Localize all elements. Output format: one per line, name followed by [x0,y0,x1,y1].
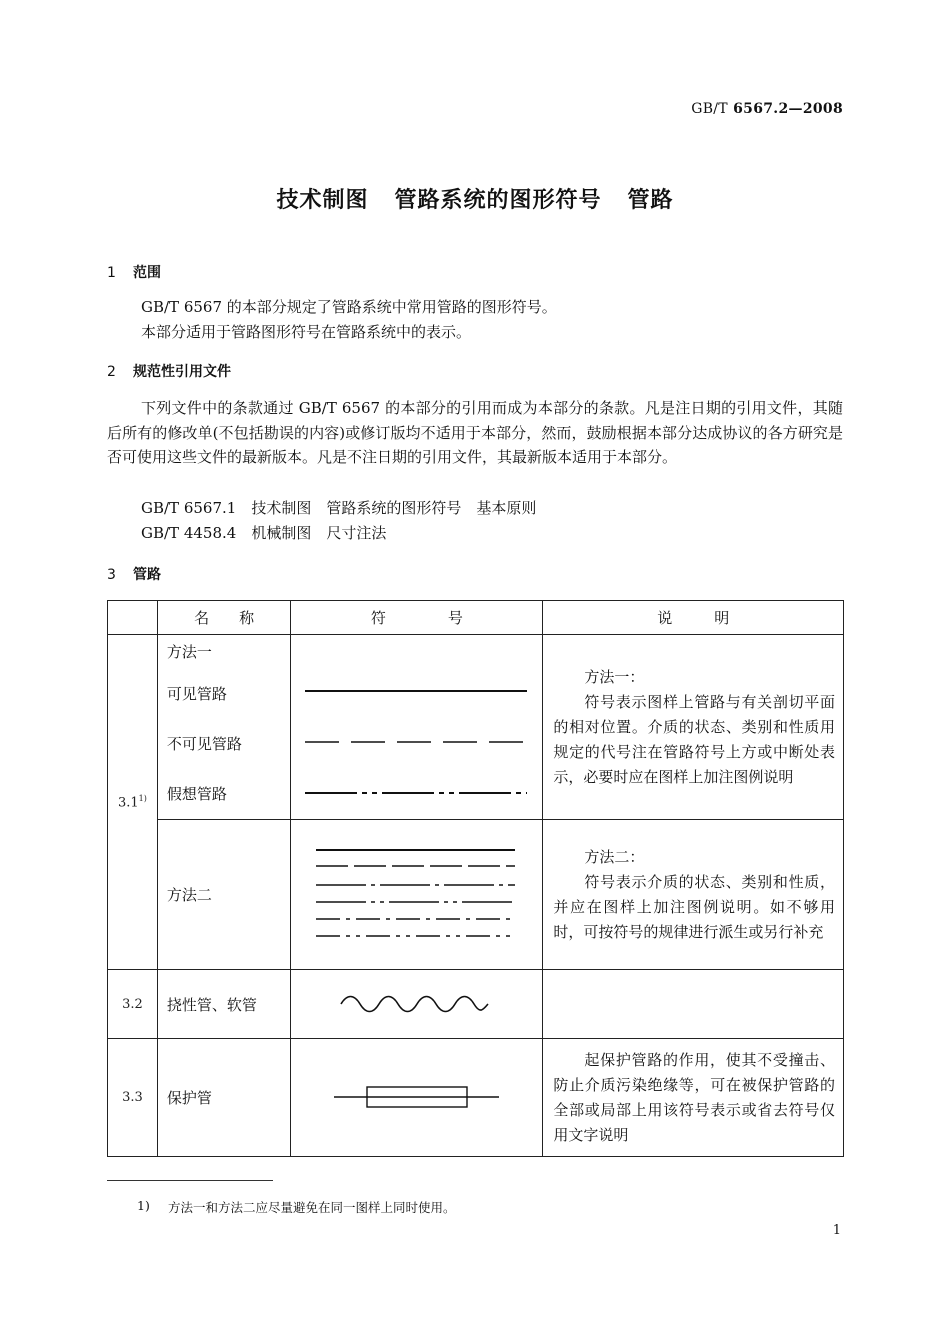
protective-pipe-symbol [291,1039,542,1156]
protective-pipe-description: 起保护管路的作用，使其不受撞击、防止介质污染绝缘等，可在被保护管路的全部或局部上用该符号表示或省去符号仅用文字说明 [543,1039,844,1157]
footnote-number: 1) [137,1198,150,1213]
table-row [108,820,844,970]
table-row [108,1039,844,1157]
method-2-label: 方法二 [157,820,291,970]
page-number: 1 [832,1223,841,1238]
invisible-pipe-label: 不可见管路 [166,735,242,753]
title-part-3: 管路 [627,188,674,213]
method-1-symbols [291,635,543,820]
section-3-number: 3 [107,567,116,583]
method-2-symbol-drawing [291,820,542,969]
flexible-pipe-symbol-cell [291,970,543,1039]
standard-number: 6567.2—2008 [733,101,843,117]
footnote-divider [107,1180,273,1181]
flexible-pipe-description [543,970,844,1039]
footnote-text: 方法一和方法二应尽量避免在同一图样上同时使用。 [168,1200,456,1215]
method-1-names [157,635,291,820]
table-row [108,970,844,1039]
flexible-pipe-label: 挠性管、软管 [157,970,291,1039]
header-description: 说明 [543,601,844,635]
method-2-symbols [291,820,543,970]
method-1-symbol-drawing [291,635,542,819]
section-2-title: 规范性引用文件 [133,364,231,380]
section-2-number: 2 [107,364,116,380]
standard-prefix: GB/T [691,101,728,117]
clause-3-3: 3.3 [108,1039,158,1157]
protective-pipe-label: 保护管 [157,1039,291,1157]
section-1-heading [107,262,161,282]
method-1-description: 方法一： 符号表示图样上管路与有关剖切平面的相对位置。介质的状态、类别和性质用规定的代号注在管路符号上方或中断处表示，必要时应在图样上加注图例说明 [543,635,844,820]
flexible-pipe-symbol [291,970,542,1038]
title-part-1: 技术制图 [276,188,369,213]
section-2-paragraph: 下列文件中的条款通过 GB/T 6567 的本部分的引用而成为本部分的条款。凡是注日期的引用文件，其随后所有的修改单(不包括勘误的内容)或修订版均不适用于本部分，然而，鼓励根据本部分达成协议的各方研究是否可使用这些文件的最新版本。凡是不注日期的引用文件，其最新版本适用于本部分。 [107,399,843,466]
visible-pipe-label: 可见管路 [166,685,227,703]
title-part-2: 管路系统的图形符号 [394,188,602,213]
method-1-label: 方法一 [166,643,212,661]
header-clause-cell [108,601,158,635]
reference-1: GB/T 6567.1 技术制图 管路系统的图形符号 基本原则 [141,499,537,517]
reference-2: GB/T 4458.4 机械制图 尺寸注法 [141,524,387,542]
pipe-symbol-table [107,600,844,1157]
table-row [108,635,844,820]
section-3-heading [107,564,161,584]
section-2-heading [107,361,231,381]
header-symbol: 符号 [291,601,543,635]
section-1-number: 1 [107,265,116,281]
clause-3-2: 3.2 [108,970,158,1039]
imaginary-pipe-label: 假想管路 [166,785,227,803]
section-1-title: 范围 [133,265,161,281]
header-name: 名称 [157,601,291,635]
standard-code [691,101,843,117]
document-title [0,183,950,214]
protective-pipe-symbol-cell [291,1039,543,1157]
footnote-mark: 1) [138,793,147,803]
section-3-title: 管路 [133,567,161,583]
section-1-line-1: GB/T 6567 的本部分规定了管路系统中常用管路的图形符号。 [141,298,557,316]
method-2-description: 方法二： 符号表示介质的状态、类别和性质，并应在图样上加注图例说明。如不够用时，可按符号的规律进行派生或另行补充 [543,820,844,970]
clause-3-1: 3.1$^{1)}$ [108,635,158,970]
section-1-line-2: 本部分适用于管路图形符号在管路系统中的表示。 [141,323,472,341]
table-header-row [108,601,844,635]
